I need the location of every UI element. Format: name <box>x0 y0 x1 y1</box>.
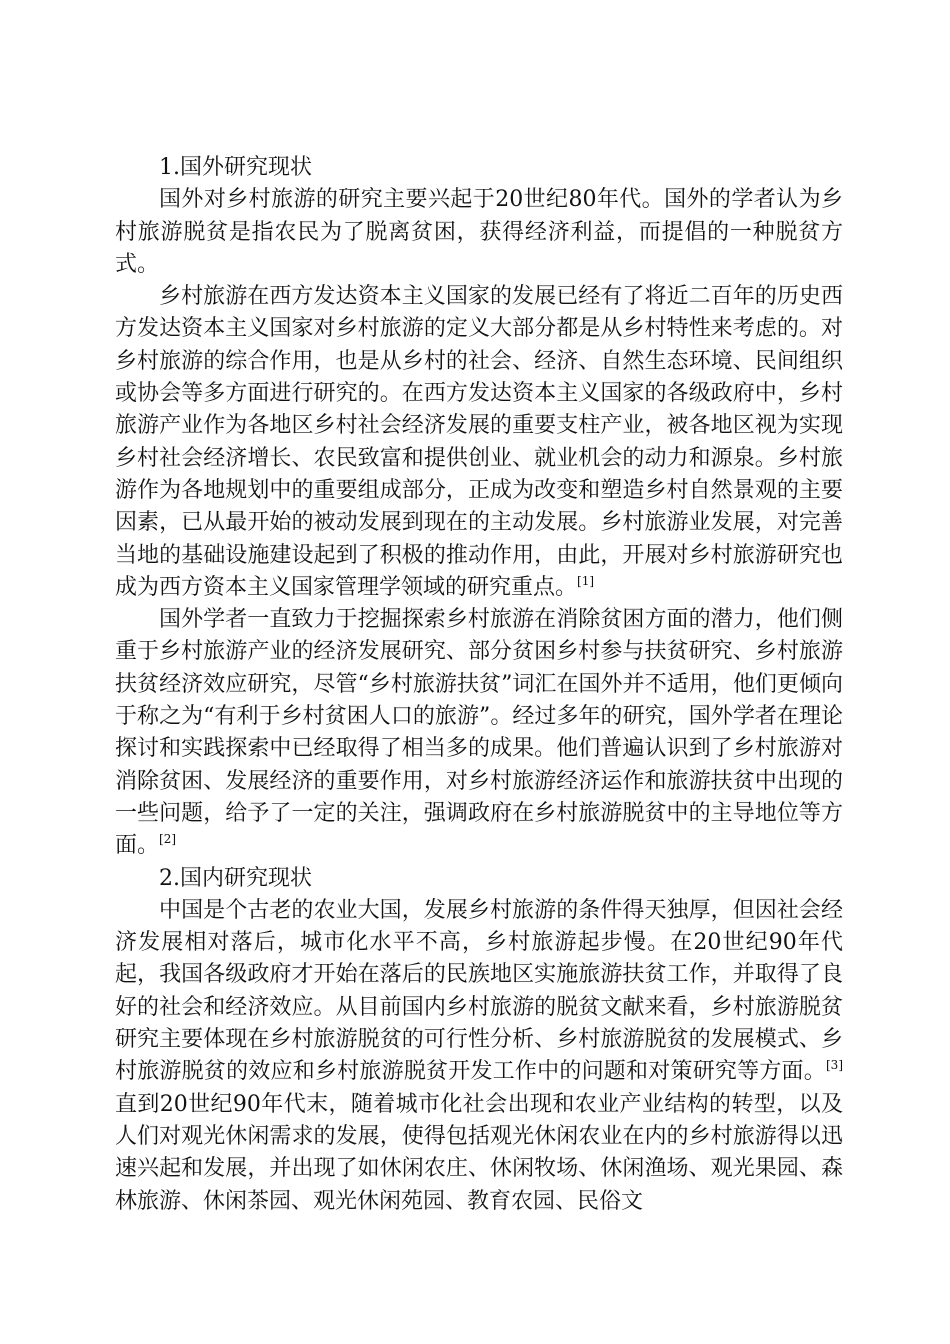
paragraph-text-continued: 直到20世纪90年代末，随着城市化社会出现和农业产业结构的转型，以及人们对观光休闲需求的发展，使得包括观光休闲农业在内的乡村旅游得以迅速兴起和发展，并出现了如休闲农庄、休闲牧场、休闲渔场、观光果园、森林旅游、休闲茶园、观光休闲苑园、教育农园、民俗文 <box>115 1091 843 1214</box>
citation-2: [2] <box>159 832 177 847</box>
citation-1: [1] <box>577 573 595 588</box>
section-heading-domestic-research: 2.国内研究现状 <box>159 865 312 891</box>
paragraph-text: 国外学者一直致力于挖掘探索乡村旅游在消除贫困方面的潜力，他们侧重于乡村旅游产业的经济发展研究、部分贫困乡村参与扶贫研究、乡村旅游扶贫经济效应研究，尽管“乡村旅游扶贫”词汇在国外并不适用，他们更倾向于称之为“有利于乡村贫困人口的旅游”。经过多年的研究，国外学者在理论探讨和实践探索中已经取得了相当多的成果。他们普遍认识到了乡村旅游对消除贫困、发展经济的重要作用，对乡村旅游经济运作和旅游扶贫中出现的一些问题，给予了一定的关注，强调政府在乡村旅游脱贫中的主导地位等方面。 <box>115 607 843 859</box>
citation-3: [3] <box>826 1058 843 1073</box>
document-body <box>115 152 843 1218</box>
section-heading-foreign-research: 1.国外研究现状 <box>159 155 312 180</box>
paragraph-western-development <box>115 281 843 604</box>
paragraph-domestic-research <box>115 895 843 1218</box>
paragraph-foreign-intro <box>115 184 843 281</box>
paragraph-text: 国外对乡村旅游的研究主要兴起于20世纪80年代。国外的学者认为乡村旅游脱贫是指农民为了脱离贫困，获得经济利益，而提倡的一种脱贫方式。 <box>115 187 843 277</box>
paragraph-text: 乡村旅游在西方发达资本主义国家的发展已经有了将近二百年的历史西方发达资本主义国家对乡村旅游的定义大部分都是从乡村特性来考虑的。对乡村旅游的综合作用，也是从乡村的社会、经济、自然生态环境、民间组织或协会等多方面进行研究的。在西方发达资本主义国家的各级政府中，乡村旅游产业作为各地区乡村社会经济发展的重要支柱产业，被各地区视为实现乡村社会经济增长、农民致富和提供创业、就业机会的动力和源泉。乡村旅游作为各地规划中的重要组成部分，正成为改变和塑造乡村自然景观的主要因素，已从最开始的被动发展到现在的主动发展。乡村旅游业发展，对完善当地的基础设施建设起到了积极的推动作用，由此，开展对乡村旅游研究也成为西方资本主义国家管理学领域的研究重点。 <box>115 284 843 600</box>
paragraph-text: 中国是个古老的农业大国，发展乡村旅游的条件得天独厚，但因社会经济发展相对落后，城市化水平不高，乡村旅游起步慢。在20世纪90年代起，我国各级政府才开始在落后的民族地区实施旅游扶贫工作，并取得了良好的社会和经济效应。从目前国内乡村旅游的脱贫文献来看，乡村旅游脱贫研究主要体现在乡村旅游脱贫的可行性分析、乡村旅游脱贫的发展模式、乡村旅游脱贫的效应和乡村旅游脱贫开发工作中的问题和对策研究等方面。 <box>115 897 843 1085</box>
paragraph-foreign-scholars <box>115 604 843 862</box>
